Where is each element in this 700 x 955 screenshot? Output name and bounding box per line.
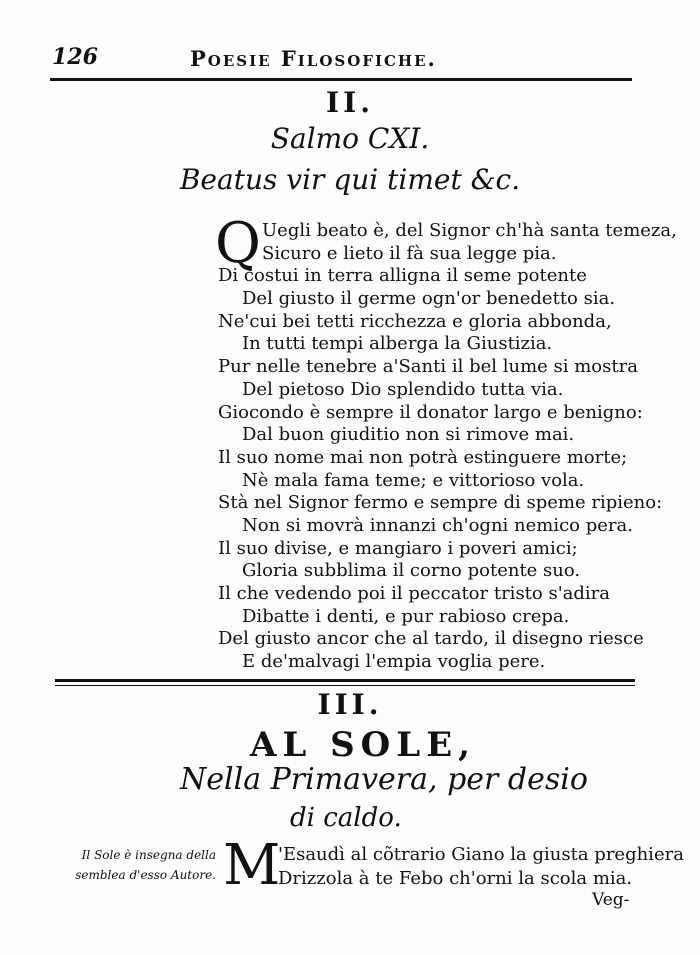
poem-line: Il che vedendo poi il peccator tristo s'adira	[218, 583, 611, 604]
poem-line: E de'malvagi l'empia voglia pere.	[242, 651, 546, 673]
poem-line: 'Esaudì al cõtrario Giano la giusta preghiera	[278, 844, 684, 865]
poem-line: Giocondo è sempre il donator largo e benigno:	[218, 401, 643, 423]
poem-line: Del pietoso Dio splendido tutta via.	[242, 378, 564, 400]
section-2-subtitle: Beatus vir qui timet &c.	[179, 163, 521, 196]
poem-line: Uegli beato è, del Signor ch'hà santa temeza,	[262, 220, 677, 241]
sole-poem	[278, 843, 684, 891]
section-3-title: AL SOLE,	[250, 725, 476, 765]
margin-note: Il Sole è insegna della semblea d'esso Autore.	[75, 848, 216, 882]
section-3-subtitle-continued: di caldo.	[290, 803, 402, 833]
poem-line: Drizzola à te Febo ch'orni la scola mia.	[278, 868, 633, 889]
section-rule-thin	[55, 685, 635, 686]
section-2-number: II.	[326, 86, 374, 119]
section-3-subtitle: Nella Primavera, per desio	[180, 762, 588, 797]
section-rule	[55, 679, 635, 682]
poem-line: Il suo nome mai non potrà estinguere morte;	[218, 446, 628, 468]
page-number: 126	[52, 44, 98, 70]
poem-line: Ne'cui bei tetti ricchezza e gloria abbonda,	[218, 310, 612, 332]
poem-line: Dal buon giuditio non si rimove mai.	[242, 424, 575, 446]
section-2-title: Salmo CXI.	[270, 122, 430, 155]
poem-line: Non si movrà innanzi ch'ogni nemico pera.	[242, 514, 633, 536]
poem-line: Nè mala fama teme; e vittorioso vola.	[242, 469, 585, 491]
drop-cap-m: M	[223, 833, 281, 898]
header-rule	[50, 78, 632, 81]
section-3-number: III.	[317, 688, 383, 721]
poem-line: Gloria subblima il corno potente suo.	[242, 560, 581, 582]
catchword: Veg-	[592, 890, 630, 910]
poem-line: Dibatte i denti, e pur rabioso crepa.	[242, 605, 570, 627]
drop-cap-q: Q	[215, 211, 261, 276]
psalm-poem	[218, 220, 677, 674]
poem-line: Del giusto il germe ogn'or benedetto sia.	[242, 288, 616, 310]
poem-line: In tutti tempi alberga la Giustizia.	[242, 333, 553, 355]
poem-line: Il suo divise, e mangiaro i poveri amici;	[218, 537, 578, 559]
poem-line: Pur nelle tenebre a'Santi il bel lume si mostra	[218, 356, 638, 378]
poem-line: Di costui in terra alligna il seme potente	[218, 265, 587, 287]
poem-line: Sicuro e lieto il fà sua legge pia.	[262, 242, 557, 264]
poem-line: Stà nel Signor fermo e sempre di speme ripieno:	[218, 492, 663, 514]
poem-line: Del giusto ancor che al tardo, il disegno riesce	[218, 628, 644, 650]
running-title: Poesie Filosofiche.	[190, 46, 437, 71]
